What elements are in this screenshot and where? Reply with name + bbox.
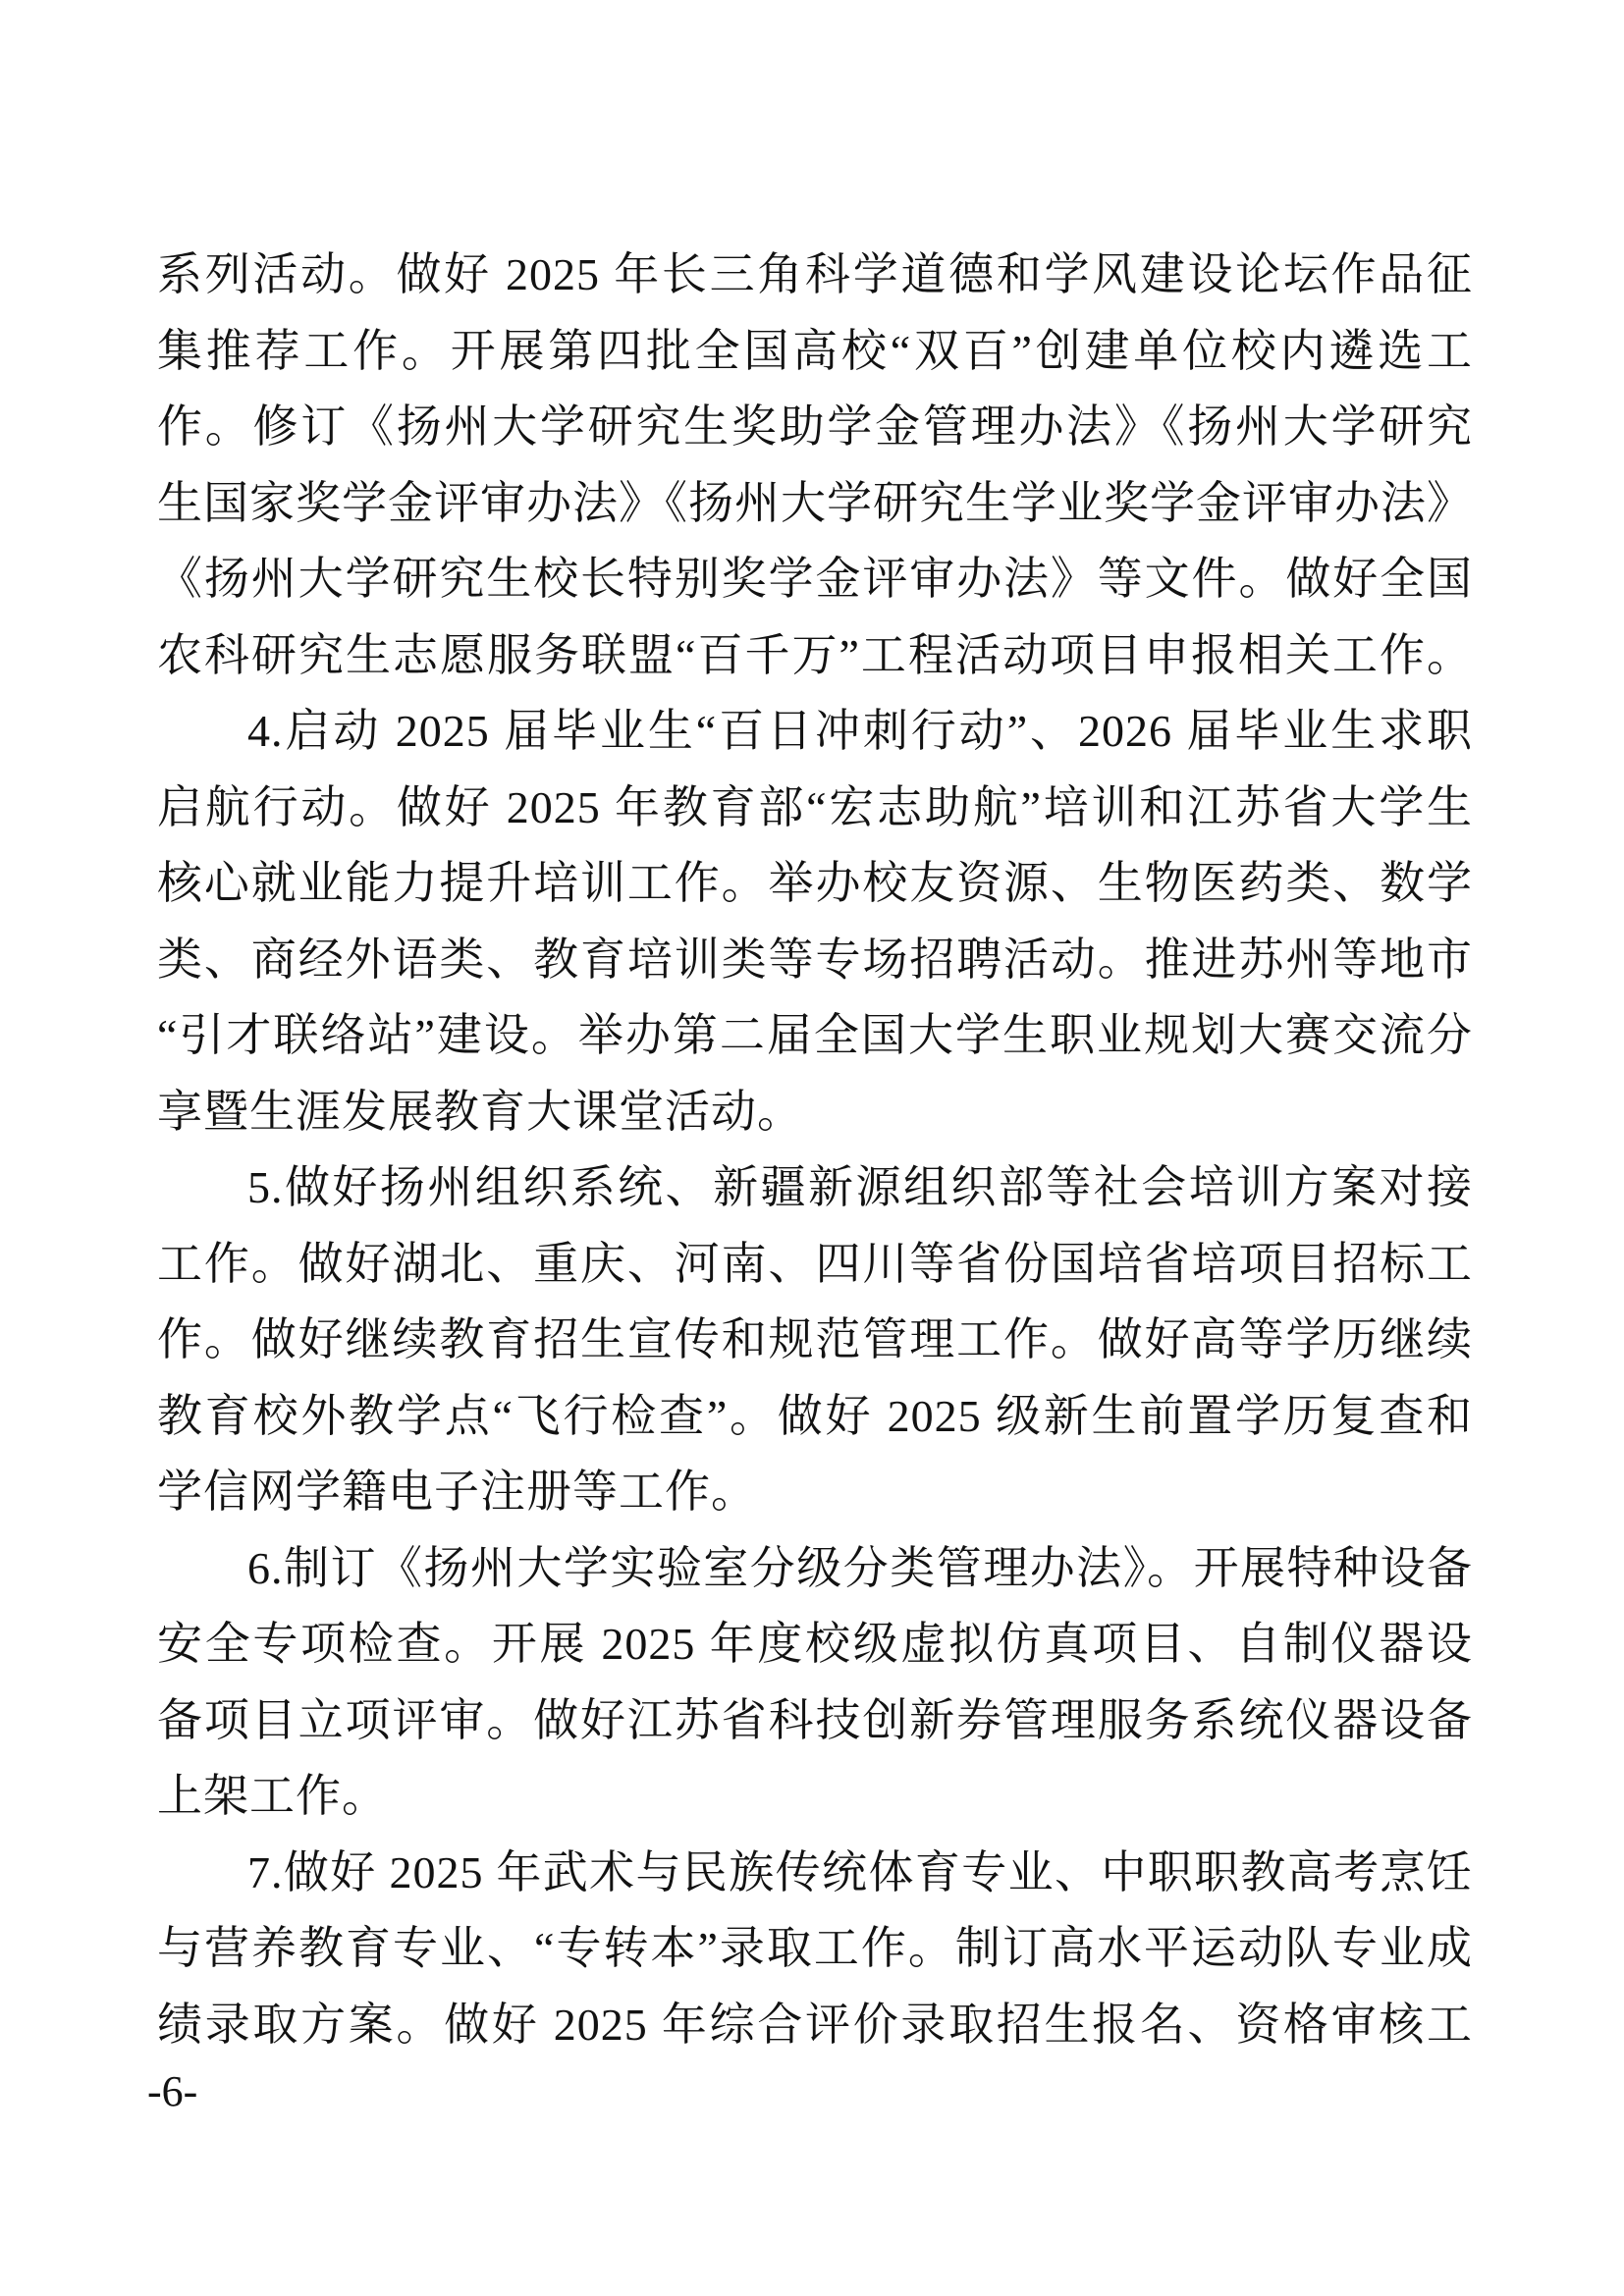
paragraph-start-line-6: 6.制订《扬州大学实验室分级分类管理办法》。开展特种设备 <box>247 1542 1473 1593</box>
text-line: 类、商经外语类、教育培训类等专场招聘活动。推进苏州等地市 <box>157 934 1473 985</box>
text-line: 启航行动。做好 2025 年教育部“宏志助航”培训和江苏省大学生 <box>157 781 1473 832</box>
text-line: 核心就业能力提升培训工作。举办校友资源、生物医药类、数学 <box>157 858 1473 908</box>
text-line: 生国家奖学金评审办法》《扬州大学研究生学业奖学金评审办法》 <box>157 477 1473 528</box>
text-line: 备项目立项评审。做好江苏省科技创新券管理服务系统仪器设备 <box>157 1694 1473 1745</box>
text-line: 与营养教育专业、“专转本”录取工作。制订高水平运动队专业成 <box>157 1923 1473 1973</box>
text-line: 集推荐工作。开展第四批全国高校“双百”创建单位校内遴选工 <box>157 325 1473 376</box>
text-line: 绩录取方案。做好 2025 年综合评价录取招生报名、资格审核工 <box>157 1999 1473 2050</box>
text-line: 作。做好继续教育招生宣传和规范管理工作。做好高等学历继续 <box>157 1314 1473 1364</box>
paragraph-start-line-5: 5.做好扬州组织系统、新疆新源组织部等社会培训方案对接 <box>247 1162 1473 1212</box>
text-line: 工作。做好湖北、重庆、河南、四川等省份国培省培项目招标工 <box>157 1238 1473 1289</box>
text-line: 教育校外教学点“飞行检查”。做好 2025 级新生前置学历复查和 <box>157 1390 1473 1441</box>
paragraph-start-line-4: 4.启动 2025 届毕业生“百日冲刺行动”、2026 届毕业生求职 <box>247 706 1473 756</box>
text-line: 作。修订《扬州大学研究生奖助学金管理办法》《扬州大学研究 <box>157 401 1473 452</box>
paragraph-end-line: 享暨生涯发展教育大课堂活动。 <box>157 1086 803 1137</box>
text-line: 《扬州大学研究生校长特别奖学金评审办法》等文件。做好全国 <box>157 554 1473 604</box>
text-line: 系列活动。做好 2025 年长三角科学道德和学风建设论坛作品征 <box>157 249 1473 299</box>
text-line: 农科研究生志愿服务联盟“百千万”工程活动项目申报相关工作。 <box>157 629 1473 680</box>
text-line: 安全专项检查。开展 2025 年度校级虚拟仿真项目、自制仪器设 <box>157 1619 1473 1669</box>
text-line: “引才联络站”建设。举办第二届全国大学生职业规划大赛交流分 <box>157 1010 1473 1060</box>
paragraph-start-line-7: 7.做好 2025 年武术与民族传统体育专业、中职职教高考烹饪 <box>247 1846 1473 1897</box>
paragraph-end-line: 上架工作。 <box>157 1771 388 1821</box>
page-number: -6- <box>147 2067 198 2115</box>
document-body-text <box>157 237 1473 2062</box>
paragraph-end-line: 学信网学籍电子注册等工作。 <box>157 1467 757 1517</box>
